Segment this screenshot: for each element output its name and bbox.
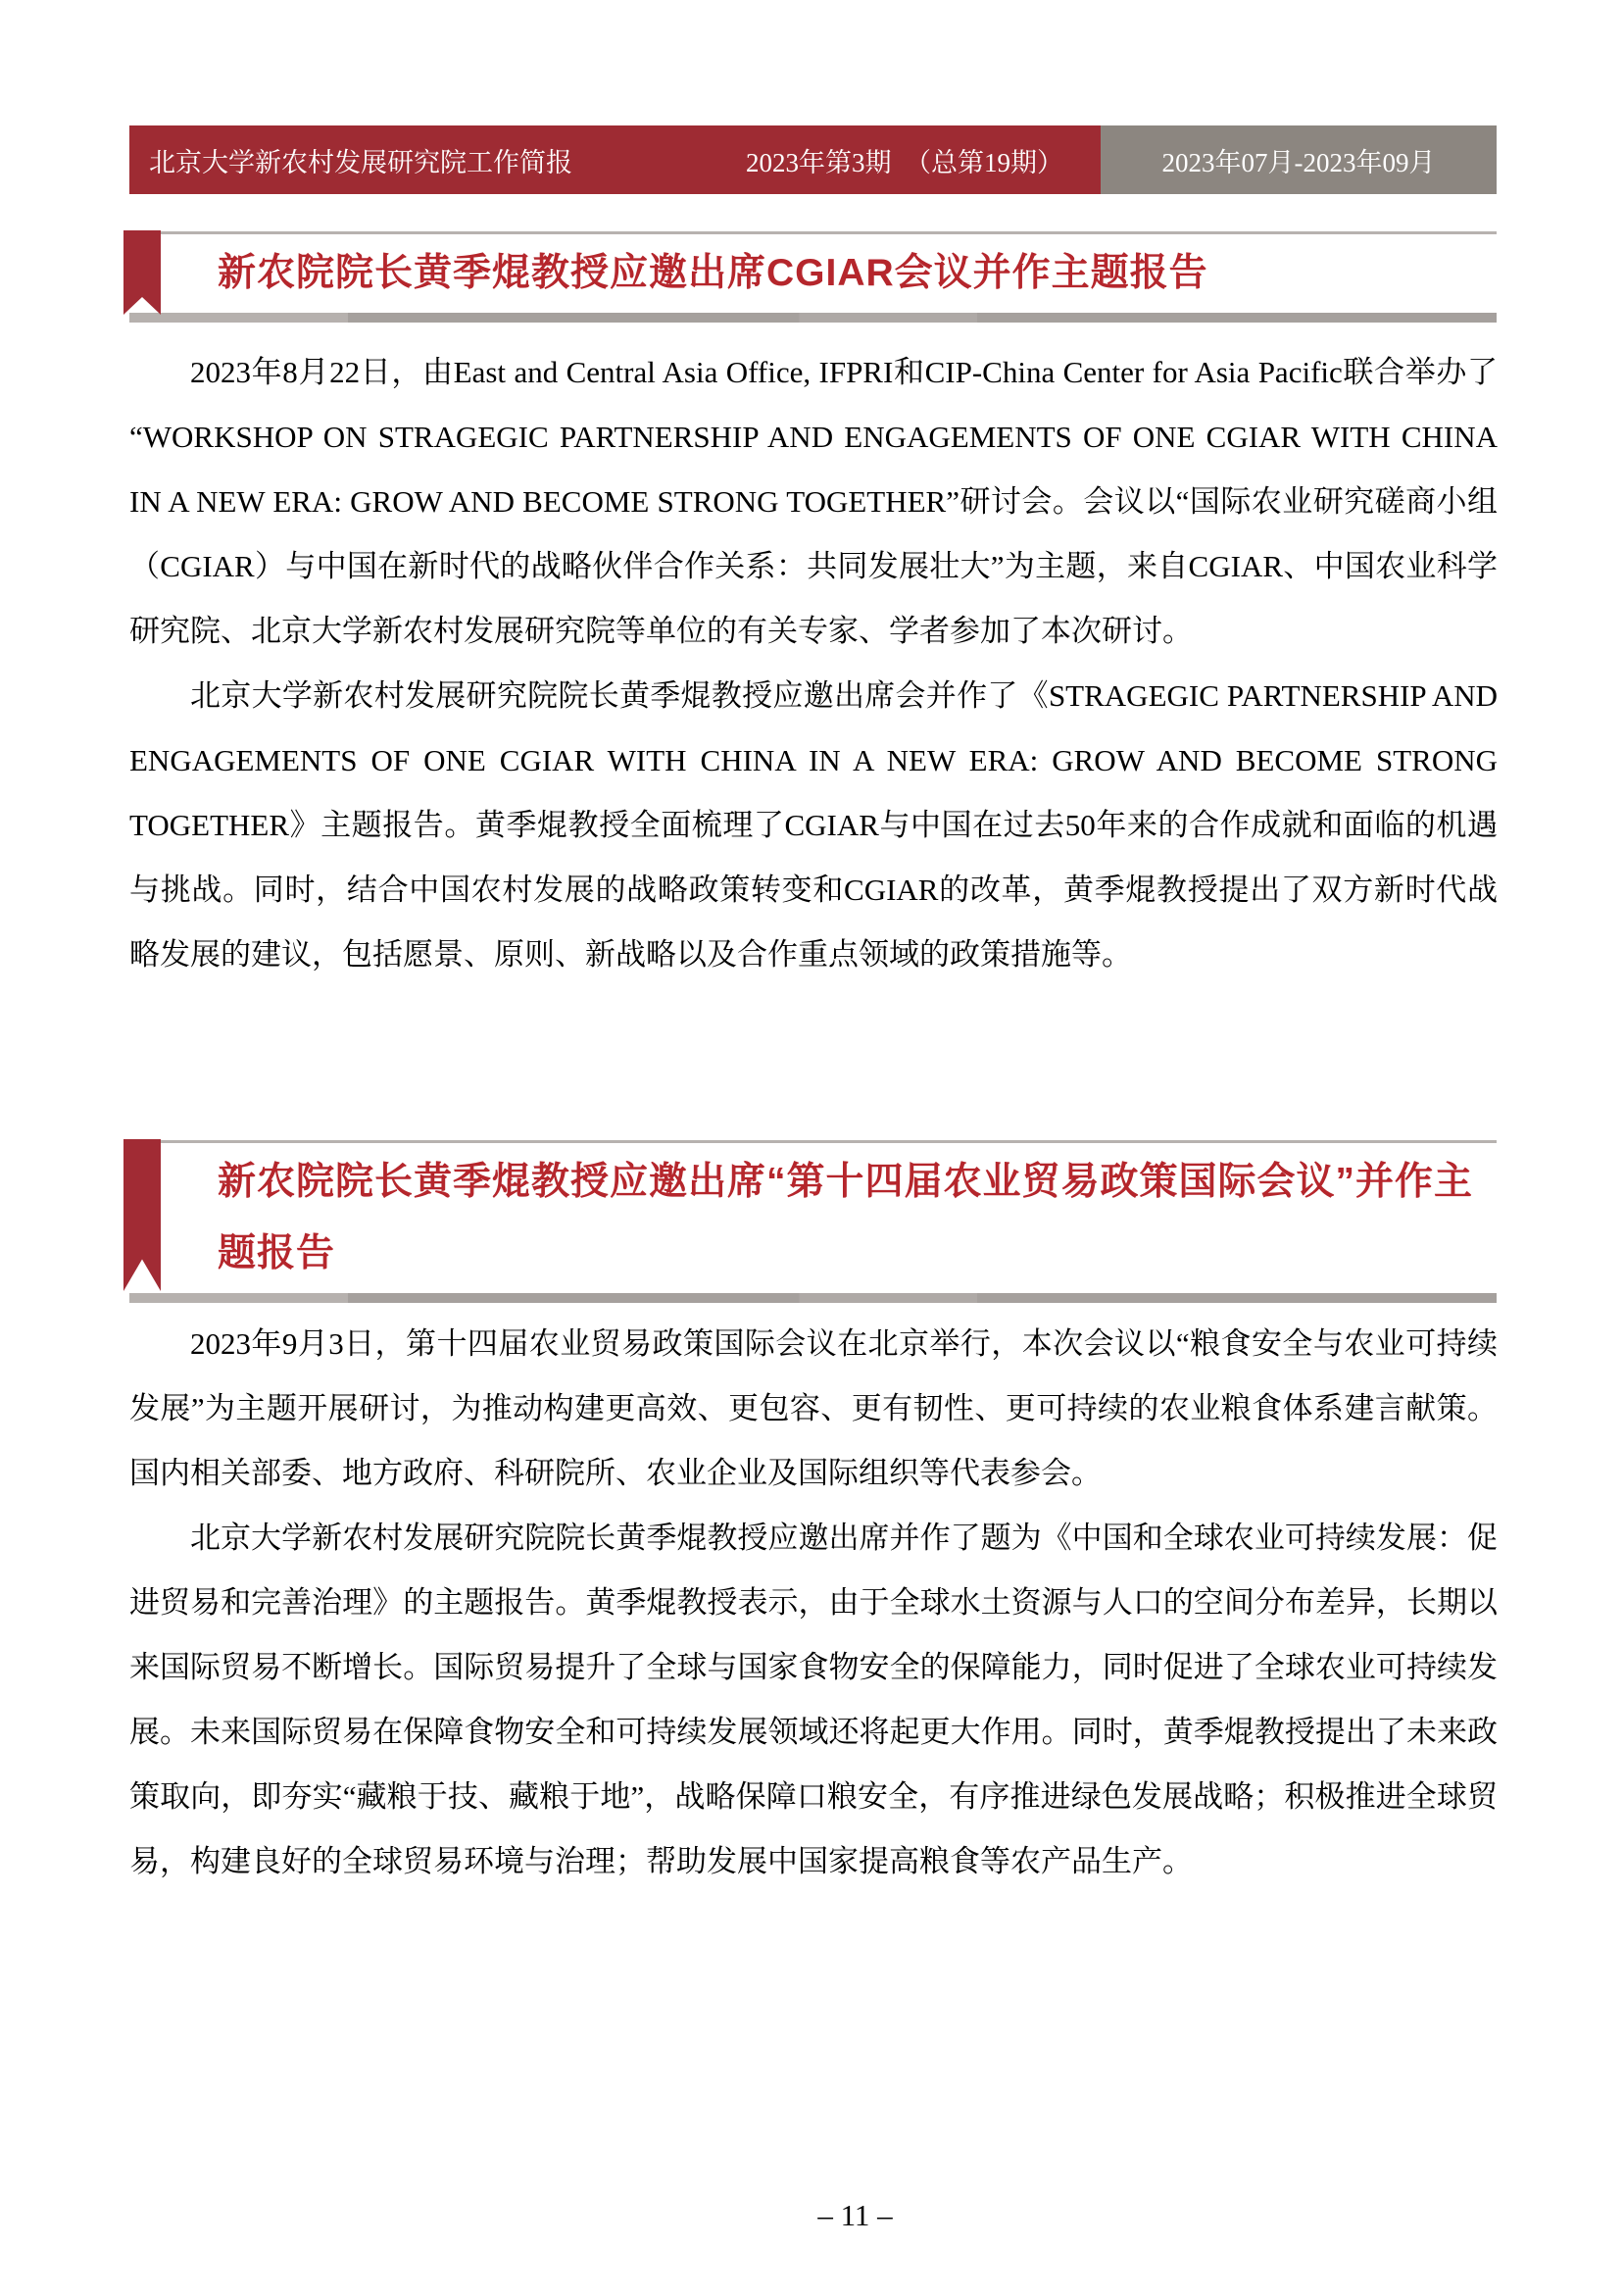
section-banner-1 bbox=[129, 231, 1497, 323]
article-1-heading: 新农院院长黄季焜教授应邀出席CGIAR会议并作主题报告 bbox=[218, 252, 1208, 294]
masthead-red-bar bbox=[129, 125, 1101, 194]
masthead-period-box bbox=[1101, 125, 1497, 194]
divider-bar bbox=[129, 313, 1497, 323]
paragraph: 北京大学新农村发展研究院院长黄季焜教授应邀出席会并作了《STRAGEGIC PARTNERSHIP AND ENGAGEMENTS OF ONE CGIAR WITH CHINA IN A NEW ERA: GROW AND BECOME STRONG TOGETHER》主题报告。黄季焜教授全面梳理了CGIAR与中国在过去50年来的合作成就和面临的机遇与挑战。同时，结合中国农村发展的战略政策转变和CGIAR的改革，黄季焜教授提出了双方新时代战略发展的建议，包括愿景、原则、新战略以及合作重点领域的政策措施等。 bbox=[129, 678, 1498, 972]
divider-line bbox=[129, 1140, 1497, 1143]
article-2-heading: 新农院院长黄季焜教授应邀出席“第十四届农业贸易政策国际会议”并作主题报告 bbox=[218, 1161, 1474, 1274]
divider-line bbox=[129, 231, 1497, 234]
newsletter-title: 北京大学新农村发展研究院工作简报 bbox=[149, 147, 572, 177]
page-number-label: – 11 – bbox=[817, 2198, 893, 2232]
masthead bbox=[129, 125, 1497, 194]
paragraph: 2023年9月3日，第十四届农业贸易政策国际会议在北京举行，本次会议以“粮食安全与农业可持续发展”为主题开展研讨，为推动构建更高效、更包容、更有韧性、更可持续的农业粮食体系建言献策。国内相关部委、地方政府、科研院所、农业企业及国际组织等代表参会。 bbox=[129, 1326, 1498, 1490]
page-number bbox=[129, 2198, 1497, 2233]
section-banner-2 bbox=[129, 1140, 1497, 1303]
paragraph: 北京大学新农村发展研究院院长黄季焜教授应邀出席并作了题为《中国和全球农业可持续发展：促进贸易和完善治理》的主题报告。黄季焜教授表示，由于全球水土资源与人口的空间分布差异，长期以来国际贸易不断增长。国际贸易提升了全球与国家食物安全的保障能力，同时促进了全球农业可持续发展。未来国际贸易在保障食物安全和可持续发展领域还将起更大作用。同时，黄季焜教授提出了未来政策取向，即夯实“藏粮于技、藏粮于地”，战略保障口粮安全，有序推进绿色发展战略；积极推进全球贸易，构建良好的全球贸易环境与治理；帮助发展中国家提高粮食等农产品生产。 bbox=[129, 1521, 1498, 1878]
period-range: 2023年07月-2023年09月 bbox=[1161, 147, 1436, 177]
paragraph: 2023年8月22日，由East and Central Asia Office, IFPRI和CIP-China Center for Asia Pacific联合举办了 “WORKSHOP ON STRAGEGIC PARTNERSHIP AND ENGAGEMENTS OF ONE CGIAR WITH CHINA IN A NEW ERA: GROW AND BECOME STRONG TOGETHER”研讨会。会议以“国际农业研究磋商小组（CGIAR）与中国在新时代的战略伙伴合作关系：共同发展壮大”为主题，来自CGIAR、中国农业科学研究院、北京大学新农村发展研究院等单位的有关专家、学者参加了本次研讨。 bbox=[129, 355, 1498, 648]
article-2-body bbox=[129, 1312, 1498, 1894]
divider-bar bbox=[129, 1293, 1497, 1303]
issue-number: 2023年第3期 （总第19期） bbox=[746, 147, 1063, 177]
article-1-body bbox=[129, 340, 1498, 987]
